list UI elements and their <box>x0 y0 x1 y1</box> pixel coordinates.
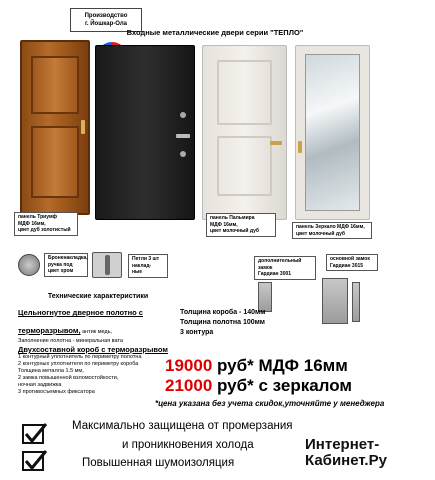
production-line-1: Производство <box>84 13 128 19</box>
benefit-3: Повышенная шумоизоляция <box>82 457 235 469</box>
caption-door-1 <box>14 212 78 236</box>
tech-line: Толщина металла 1.5 мм, <box>18 368 84 374</box>
watermark-logo <box>305 437 387 469</box>
tech-section-1 <box>18 302 178 338</box>
door-mirror <box>295 45 370 220</box>
tech-section-2-head: Двухсоставной короб с терморазрывом <box>18 345 168 354</box>
leaf-thickness: Толщина полотна 100мм <box>180 319 265 326</box>
caption-line: цвет молочный дуб <box>296 230 345 237</box>
lock-plate-icon <box>352 282 360 322</box>
watermark-line: Интернет- <box>305 436 380 453</box>
price-mirror <box>165 376 352 396</box>
price-mirror-label: руб* с зеркалом <box>212 376 352 395</box>
price-mdf-label: руб* МДФ 16мм <box>212 356 348 375</box>
caption-line: Гардиан 3001 <box>258 271 292 277</box>
box-thickness: Толщина короба - 140мм <box>180 309 266 316</box>
tech-line: 2 замка повышенной взломостойкости, <box>18 375 119 381</box>
watermark-line: Кабинет.Ру <box>305 452 387 469</box>
checkbox-checked-icon <box>22 451 44 471</box>
lock-main-icon <box>322 278 348 324</box>
door-panel-upper <box>31 56 79 114</box>
tech-section-1-head: Цельногнутое дверное полотно с терморазрывом, <box>18 308 143 335</box>
mirror-glass <box>305 54 360 211</box>
price-mdf <box>165 356 348 376</box>
door-black-outside <box>95 45 195 220</box>
caption-lock-main <box>326 254 378 271</box>
benefit-1: Максимально защищена от промерзания <box>72 420 293 432</box>
door-wood-triumph <box>20 40 90 215</box>
caption-line: МДФ 16мм, <box>210 221 238 228</box>
caption-line: Гардиан 3015 <box>330 262 364 269</box>
door-handle-icon <box>81 120 85 134</box>
door-handle-icon <box>298 141 302 153</box>
tech-line: 3 противосъемных фиксатора <box>18 389 95 395</box>
caption-line: цвет дуб золотистый <box>18 227 71 233</box>
caption-line: панель Пальмира <box>210 215 255 221</box>
thickness-specs <box>180 308 280 338</box>
caption-line: ные <box>132 269 143 275</box>
tech-line: 2 контурных уплотнителя по периметру короба <box>18 361 139 367</box>
tech-line: ночная задвижка <box>18 382 62 388</box>
caption-hinge <box>128 254 168 278</box>
caption-line: основной замок <box>330 256 370 262</box>
lock-cylinder-icon <box>180 112 186 118</box>
checkbox-checked-icon <box>22 424 44 444</box>
door-panel-lower <box>31 126 79 198</box>
caption-lock-extra <box>254 256 316 280</box>
price-mdf-amount: 19000 <box>165 356 213 375</box>
door-white-palmira <box>202 45 287 220</box>
armor-plate-icon <box>18 254 40 276</box>
tech-section-1-fill: Заполнение полотна - минеральная вата <box>18 338 123 344</box>
caption-line: Броненакладка, <box>48 255 88 261</box>
tech-section-1-tail: антик медь, <box>80 329 113 335</box>
door-panel-lower <box>217 136 272 196</box>
caption-line: МДФ 16мм, <box>18 220 46 227</box>
caption-handle <box>44 253 88 277</box>
price-mirror-amount: 21000 <box>165 376 213 395</box>
caption-line: цвет хром <box>48 268 74 274</box>
caption-line: панель Зеркало МДФ 16мм, <box>296 224 365 230</box>
door-handle-icon <box>270 141 282 145</box>
caption-door-3 <box>206 213 276 237</box>
benefit-2: и проникновения холода <box>122 439 254 451</box>
door-handle-icon <box>176 134 190 138</box>
caption-door-4 <box>292 222 372 239</box>
caption-line: ручка под <box>48 261 73 268</box>
production-line-2: г. Йошкар-Ола <box>85 21 127 27</box>
hinge-icon <box>92 252 122 278</box>
contour-count: 3 контура <box>180 329 214 336</box>
series-title: Входные металлические двери серии "ТЕПЛО" <box>126 28 304 37</box>
caption-line: цвет молочный дуб <box>210 228 259 234</box>
tech-title: Технические характеристики <box>47 293 149 300</box>
lock-cylinder-icon <box>180 151 186 157</box>
caption-line: наклад- <box>132 262 152 269</box>
door-panel-upper <box>217 60 272 125</box>
caption-line: Петли 3 шт <box>132 256 160 262</box>
tech-line: 1 контурный уплотнитель по периметру полотна <box>18 354 142 360</box>
caption-line: дополнительный замок <box>258 258 302 271</box>
caption-line: панель Триумф <box>18 214 57 220</box>
price-note: *цена указана без учета скидок,уточняйте у менеджера <box>155 399 385 408</box>
